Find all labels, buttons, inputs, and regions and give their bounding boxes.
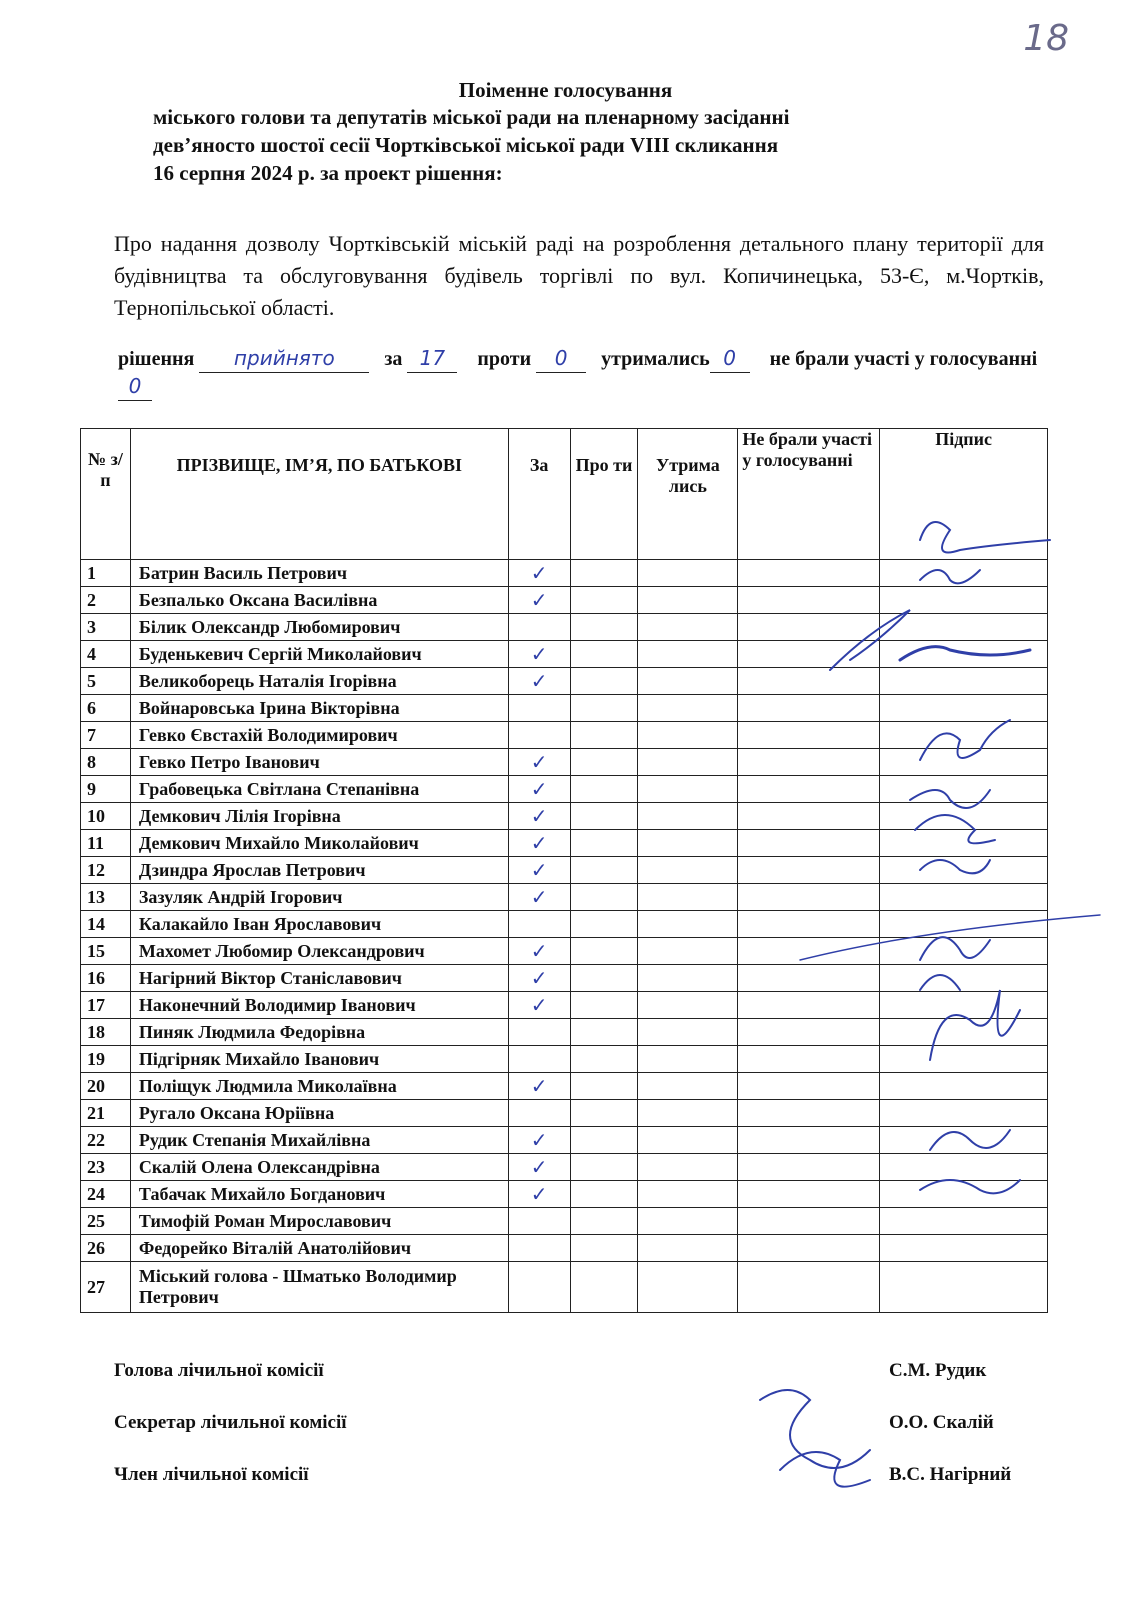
- row-number: 20: [81, 1073, 131, 1100]
- vote-absent-cell: [738, 1181, 880, 1208]
- vote-absent-cell: [738, 776, 880, 803]
- vote-absent-cell: [738, 938, 880, 965]
- vote-abstained-cell: [638, 965, 738, 992]
- vote-absent-cell: [738, 1208, 880, 1235]
- table-row: [81, 830, 1048, 857]
- vote-abstained-cell: [638, 884, 738, 911]
- vote-for-mark: [508, 722, 570, 749]
- row-number: 6: [81, 695, 131, 722]
- vote-abstained-cell: [638, 668, 738, 695]
- signature-cell: [880, 614, 1048, 641]
- vote-against-cell: [570, 722, 638, 749]
- abstained-label: утримались: [601, 348, 710, 370]
- commission-member: [114, 1464, 1014, 1486]
- page-number: 18: [1023, 18, 1069, 59]
- deputy-name: Підгірняк Михайло Іванович: [130, 1046, 508, 1073]
- title-lines: [153, 103, 1131, 187]
- vote-against-cell: [570, 857, 638, 884]
- signature-cell: [880, 560, 1048, 587]
- row-number: 23: [81, 1154, 131, 1181]
- vote-against-cell: [570, 749, 638, 776]
- decision-label: рішення: [118, 348, 195, 370]
- title-line: 16 серпня 2024 р. за проект рішення:: [153, 161, 503, 185]
- table-row: [81, 911, 1048, 938]
- vote-for-mark: ✓: [508, 560, 570, 587]
- against-label: проти: [477, 348, 532, 370]
- deputy-name: Федорейко Віталій Анатолійович: [130, 1235, 508, 1262]
- table-row: [81, 1181, 1048, 1208]
- signature-cell: [880, 749, 1048, 776]
- vote-absent-cell: [738, 587, 880, 614]
- deputy-name: Табачак Михайло Богданович: [130, 1181, 508, 1208]
- row-number: 2: [81, 587, 131, 614]
- table-row: [81, 614, 1048, 641]
- vote-for-mark: [508, 1019, 570, 1046]
- row-number: 13: [81, 884, 131, 911]
- vote-absent-cell: [738, 911, 880, 938]
- header-absent: Не брали участі у голосуванні: [738, 429, 880, 560]
- vote-for-mark: [508, 1100, 570, 1127]
- signature-cell: [880, 830, 1048, 857]
- vote-abstained-cell: [638, 722, 738, 749]
- vote-against-cell: [570, 1073, 638, 1100]
- row-number: 22: [81, 1127, 131, 1154]
- table-row: [81, 1046, 1048, 1073]
- vote-absent-cell: [738, 1100, 880, 1127]
- abstained-value: 0: [710, 345, 750, 373]
- vote-for-mark: ✓: [508, 1127, 570, 1154]
- absent-value: 0: [118, 373, 152, 401]
- vote-absent-cell: [738, 803, 880, 830]
- vote-for-mark: ✓: [508, 749, 570, 776]
- vote-for-mark: ✓: [508, 668, 570, 695]
- vote-for-mark: ✓: [508, 965, 570, 992]
- vote-absent-cell: [738, 641, 880, 668]
- deputy-name: Махомет Любомир Олександрович: [130, 938, 508, 965]
- vote-absent-cell: [738, 1262, 880, 1313]
- vote-absent-cell: [738, 1073, 880, 1100]
- deputy-name: Міський голова - Шматько Володимир Петрович: [130, 1262, 508, 1313]
- table-row: [81, 992, 1048, 1019]
- deputy-name: Тимофій Роман Мирославович: [130, 1208, 508, 1235]
- vote-abstained-cell: [638, 749, 738, 776]
- deputy-name: Рудик Степанія Михайлівна: [130, 1127, 508, 1154]
- table-row: [81, 1127, 1048, 1154]
- vote-for-mark: ✓: [508, 857, 570, 884]
- document-title: Поіменне голосування: [458, 78, 673, 102]
- vote-absent-cell: [738, 749, 880, 776]
- vote-abstained-cell: [638, 992, 738, 1019]
- against-value: 0: [536, 345, 586, 373]
- vote-abstained-cell: [638, 560, 738, 587]
- table-row: [81, 1100, 1048, 1127]
- vote-for-mark: ✓: [508, 641, 570, 668]
- vote-for-mark: ✓: [508, 1181, 570, 1208]
- title-block: [0, 78, 1131, 187]
- row-number: 10: [81, 803, 131, 830]
- vote-against-cell: [570, 695, 638, 722]
- deputy-name: Білик Олександр Любомирович: [130, 614, 508, 641]
- row-number: 5: [81, 668, 131, 695]
- table-row: [81, 1154, 1048, 1181]
- vote-for-mark: [508, 1046, 570, 1073]
- table-row: [81, 938, 1048, 965]
- vote-abstained-cell: [638, 938, 738, 965]
- vote-abstained-cell: [638, 1073, 738, 1100]
- table-row: [81, 641, 1048, 668]
- vote-for-mark: [508, 1208, 570, 1235]
- vote-absent-cell: [738, 965, 880, 992]
- decision-value: прийнято: [199, 345, 369, 373]
- vote-summary: [118, 345, 1048, 401]
- table-row: [81, 695, 1048, 722]
- row-number: 27: [81, 1262, 131, 1313]
- vote-absent-cell: [738, 1235, 880, 1262]
- deputy-name: Наконечний Володимир Іванович: [130, 992, 508, 1019]
- signature-cell: [880, 1208, 1048, 1235]
- vote-abstained-cell: [638, 803, 738, 830]
- title-line: дев’яносто шостої сесії Чортківської міської ради VIII скликання: [153, 133, 779, 157]
- vote-abstained-cell: [638, 1262, 738, 1313]
- signature-cell: [880, 1235, 1048, 1262]
- vote-absent-cell: [738, 614, 880, 641]
- vote-absent-cell: [738, 560, 880, 587]
- roll-call-table: [80, 428, 1048, 1313]
- vote-absent-cell: [738, 668, 880, 695]
- table-row: [81, 1235, 1048, 1262]
- vote-absent-cell: [738, 884, 880, 911]
- row-number: 25: [81, 1208, 131, 1235]
- vote-for-mark: [508, 614, 570, 641]
- vote-against-cell: [570, 1208, 638, 1235]
- row-number: 9: [81, 776, 131, 803]
- signature-cell: [880, 776, 1048, 803]
- vote-abstained-cell: [638, 641, 738, 668]
- vote-against-cell: [570, 1181, 638, 1208]
- row-number: 24: [81, 1181, 131, 1208]
- commission-role: Секретар лічильної комісії: [114, 1412, 347, 1433]
- table-row: [81, 668, 1048, 695]
- signature-cell: [880, 1100, 1048, 1127]
- vote-abstained-cell: [638, 587, 738, 614]
- table-row: [81, 1262, 1048, 1313]
- deputy-name: Грабовецька Світлана Степанівна: [130, 776, 508, 803]
- deputy-name: Калакайло Іван Ярославович: [130, 911, 508, 938]
- deputy-name: Гевко Петро Іванович: [130, 749, 508, 776]
- for-label: за: [384, 348, 403, 370]
- table-row: [81, 884, 1048, 911]
- vote-against-cell: [570, 992, 638, 1019]
- signature-cell: [880, 911, 1048, 938]
- vote-abstained-cell: [638, 1181, 738, 1208]
- deputy-name: Гевко Євстахій Володимирович: [130, 722, 508, 749]
- commission-member-name: В.С. Нагірний: [889, 1464, 1012, 1485]
- vote-absent-cell: [738, 695, 880, 722]
- vote-against-cell: [570, 1235, 638, 1262]
- vote-abstained-cell: [638, 776, 738, 803]
- header-abstained: Утрима лись: [638, 429, 738, 560]
- vote-against-cell: [570, 911, 638, 938]
- vote-against-cell: [570, 587, 638, 614]
- commission-member: [114, 1412, 1014, 1434]
- vote-abstained-cell: [638, 1127, 738, 1154]
- row-number: 3: [81, 614, 131, 641]
- table-body: [81, 560, 1048, 1313]
- vote-for-mark: ✓: [508, 1073, 570, 1100]
- vote-for-mark: ✓: [508, 938, 570, 965]
- signature-cell: [880, 722, 1048, 749]
- deputy-name: Великоборець Наталія Ігорівна: [130, 668, 508, 695]
- deputy-name: Ругало Оксана Юріївна: [130, 1100, 508, 1127]
- vote-against-cell: [570, 1127, 638, 1154]
- title-line: міського голови та депутатів міської ради на пленарному засіданні: [153, 105, 790, 129]
- draft-decision-subject: Про надання дозволу Чортківській міській раді на розроблення детального плану території для будівництва та обслуговування будівель торгівлі по вул. Копичинецька, 53-Є, м.Чортків, Тернопільської області.: [114, 231, 1044, 320]
- signature-cell: [880, 1019, 1048, 1046]
- vote-absent-cell: [738, 830, 880, 857]
- vote-for-mark: ✓: [508, 1154, 570, 1181]
- table-row: [81, 857, 1048, 884]
- table-row: [81, 1208, 1048, 1235]
- table-row: [81, 587, 1048, 614]
- vote-against-cell: [570, 803, 638, 830]
- header-against: Про ти: [570, 429, 638, 560]
- vote-absent-cell: [738, 992, 880, 1019]
- vote-absent-cell: [738, 722, 880, 749]
- header-for: За: [508, 429, 570, 560]
- row-number: 19: [81, 1046, 131, 1073]
- vote-against-cell: [570, 830, 638, 857]
- vote-abstained-cell: [638, 1100, 738, 1127]
- deputy-name: Поліщук Людмила Миколаївна: [130, 1073, 508, 1100]
- signature-cell: [880, 1154, 1048, 1181]
- vote-abstained-cell: [638, 1154, 738, 1181]
- vote-abstained-cell: [638, 911, 738, 938]
- signature-cell: [880, 695, 1048, 722]
- signature-cell: [880, 668, 1048, 695]
- vote-against-cell: [570, 884, 638, 911]
- vote-for-mark: ✓: [508, 992, 570, 1019]
- signature-cell: [880, 1073, 1048, 1100]
- header-signature: Підпис: [880, 429, 1048, 560]
- table-row: [81, 965, 1048, 992]
- vote-absent-cell: [738, 857, 880, 884]
- table-row: [81, 1073, 1048, 1100]
- row-number: 26: [81, 1235, 131, 1262]
- row-number: 12: [81, 857, 131, 884]
- commission-role: Член лічильної комісії: [114, 1464, 309, 1485]
- vote-absent-cell: [738, 1127, 880, 1154]
- commission-role: Голова лічильної комісії: [114, 1360, 324, 1381]
- signature-cell: [880, 1046, 1048, 1073]
- deputy-name: Войнаровська Ірина Вікторівна: [130, 695, 508, 722]
- vote-for-mark: ✓: [508, 776, 570, 803]
- deputy-name: Батрин Василь Петрович: [130, 560, 508, 587]
- vote-for-mark: ✓: [508, 830, 570, 857]
- signature-cell: [880, 857, 1048, 884]
- vote-abstained-cell: [638, 857, 738, 884]
- row-number: 4: [81, 641, 131, 668]
- header-name: ПРІЗВИЩЕ, ІМ’Я, ПО БАТЬКОВІ: [130, 429, 508, 560]
- deputy-name: Зазуляк Андрій Ігорович: [130, 884, 508, 911]
- vote-for-mark: ✓: [508, 884, 570, 911]
- signature-cell: [880, 1181, 1048, 1208]
- deputy-name: Демкович Михайло Миколайович: [130, 830, 508, 857]
- header-number: № з/п: [81, 429, 131, 560]
- vote-abstained-cell: [638, 1046, 738, 1073]
- commission-member-name: С.М. Рудик: [889, 1360, 987, 1381]
- vote-against-cell: [570, 938, 638, 965]
- vote-against-cell: [570, 776, 638, 803]
- vote-against-cell: [570, 668, 638, 695]
- vote-absent-cell: [738, 1046, 880, 1073]
- vote-abstained-cell: [638, 1019, 738, 1046]
- vote-against-cell: [570, 641, 638, 668]
- vote-against-cell: [570, 560, 638, 587]
- vote-abstained-cell: [638, 695, 738, 722]
- vote-for-mark: [508, 695, 570, 722]
- table-row: [81, 776, 1048, 803]
- signature-cell: [880, 884, 1048, 911]
- row-number: 15: [81, 938, 131, 965]
- signature-cell: [880, 1127, 1048, 1154]
- signature-cell: [880, 938, 1048, 965]
- row-number: 14: [81, 911, 131, 938]
- deputy-name: Дзиндра Ярослав Петрович: [130, 857, 508, 884]
- vote-for-mark: [508, 1235, 570, 1262]
- row-number: 17: [81, 992, 131, 1019]
- row-number: 18: [81, 1019, 131, 1046]
- vote-absent-cell: [738, 1019, 880, 1046]
- vote-abstained-cell: [638, 830, 738, 857]
- deputy-name: Буденькевич Сергій Миколайович: [130, 641, 508, 668]
- signature-cell: [880, 641, 1048, 668]
- vote-abstained-cell: [638, 614, 738, 641]
- row-number: 1: [81, 560, 131, 587]
- vote-abstained-cell: [638, 1235, 738, 1262]
- vote-against-cell: [570, 1046, 638, 1073]
- vote-against-cell: [570, 1019, 638, 1046]
- signature-cell: [880, 803, 1048, 830]
- absent-label: не брали участі у голосуванні: [769, 348, 1038, 370]
- vote-abstained-cell: [638, 1208, 738, 1235]
- vote-against-cell: [570, 614, 638, 641]
- row-number: 16: [81, 965, 131, 992]
- signature-cell: [880, 1262, 1048, 1313]
- signature-cell: [880, 965, 1048, 992]
- deputy-name: Скалій Олена Олександрівна: [130, 1154, 508, 1181]
- row-number: 21: [81, 1100, 131, 1127]
- table-row: [81, 803, 1048, 830]
- row-number: 8: [81, 749, 131, 776]
- table-row: [81, 722, 1048, 749]
- deputy-name: Безпалько Оксана Василівна: [130, 587, 508, 614]
- deputy-name: Нагірний Віктор Станіславович: [130, 965, 508, 992]
- vote-against-cell: [570, 1100, 638, 1127]
- table-row: [81, 749, 1048, 776]
- vote-for-mark: [508, 911, 570, 938]
- table-row: [81, 1019, 1048, 1046]
- for-value: 17: [407, 345, 457, 373]
- vote-for-mark: [508, 1262, 570, 1313]
- row-number: 11: [81, 830, 131, 857]
- deputy-name: Демкович Лілія Ігорівна: [130, 803, 508, 830]
- signature-cell: [880, 992, 1048, 1019]
- vote-for-mark: ✓: [508, 587, 570, 614]
- commission-member-name: О.О. Скалій: [889, 1412, 994, 1433]
- commission-member: [114, 1360, 1014, 1382]
- vote-against-cell: [570, 965, 638, 992]
- vote-absent-cell: [738, 1154, 880, 1181]
- vote-against-cell: [570, 1262, 638, 1313]
- vote-against-cell: [570, 1154, 638, 1181]
- row-number: 7: [81, 722, 131, 749]
- deputy-name: Пиняк Людмила Федорівна: [130, 1019, 508, 1046]
- signature-cell: [880, 587, 1048, 614]
- table-row: [81, 560, 1048, 587]
- vote-for-mark: ✓: [508, 803, 570, 830]
